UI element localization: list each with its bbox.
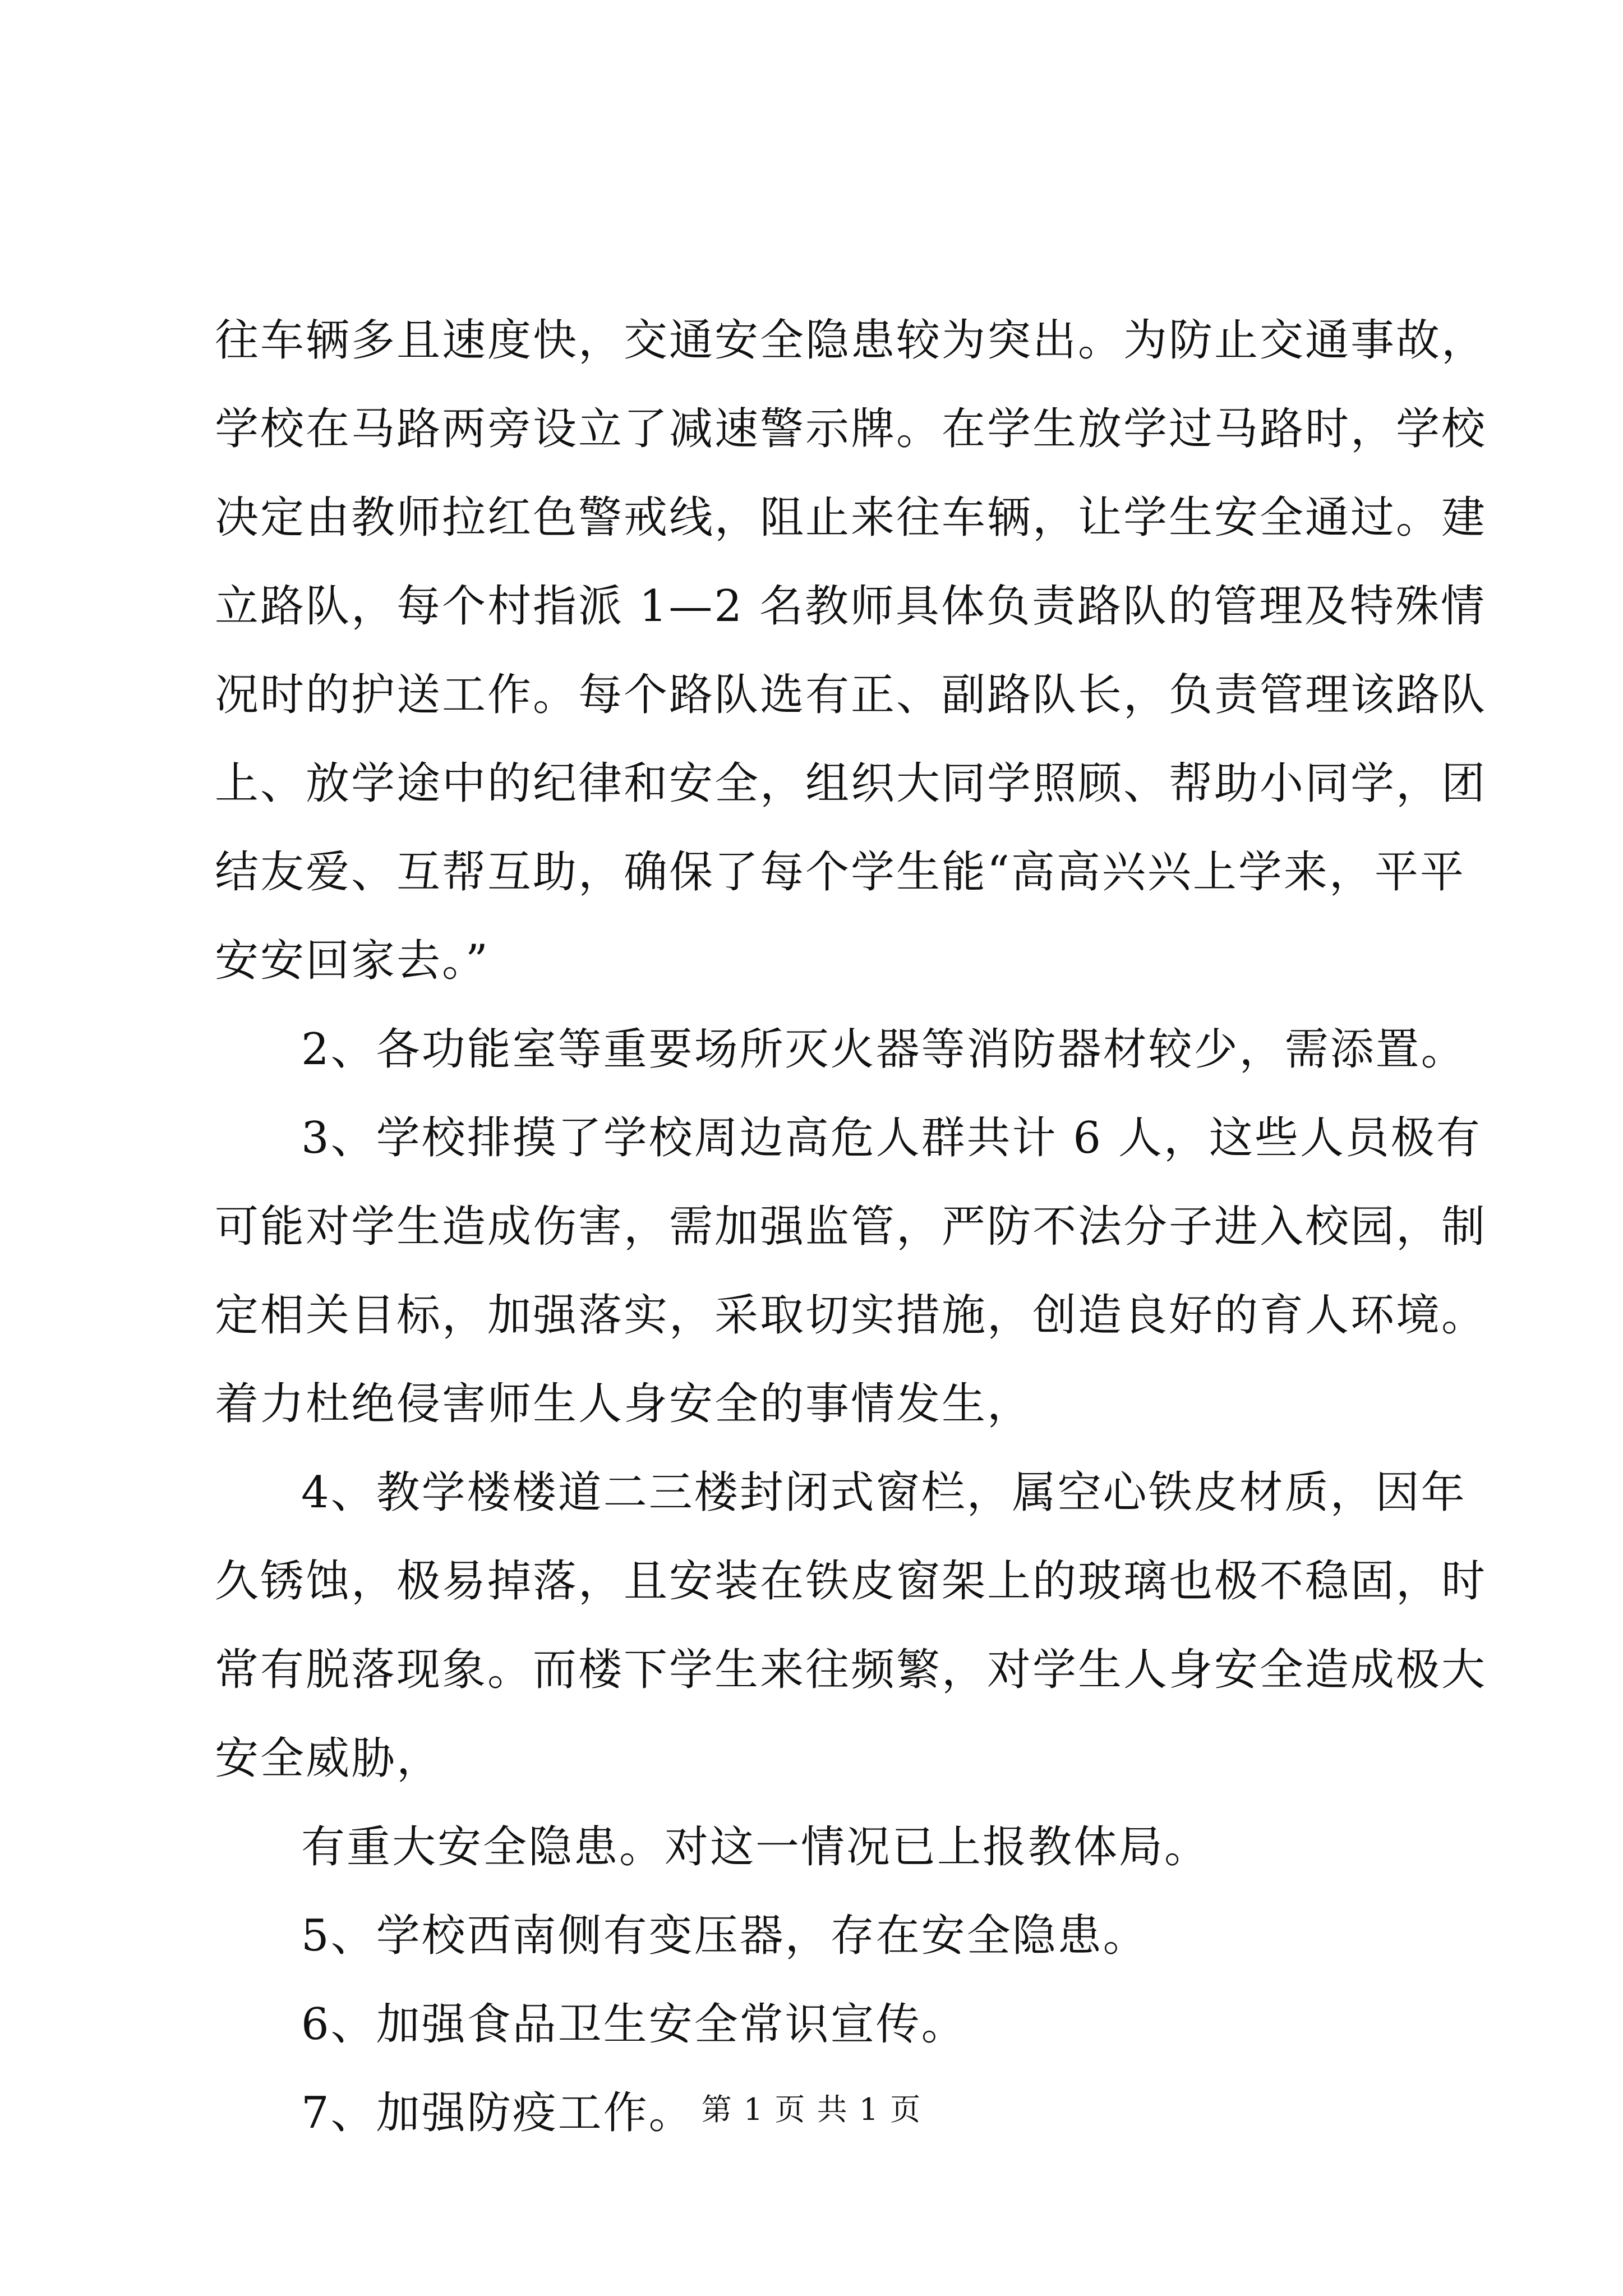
page-number-footer: 第 1 页 共 1 页	[701, 2092, 922, 2127]
list-item-3: 3、学校排摸了学校周边高危人群共计 6 人，这些人员极有	[301, 1113, 1482, 1163]
text-line: 久锈蚀，极易掉落，且安装在铁皮窗架上的玻璃也极不稳固，时	[215, 1556, 1487, 1607]
text-line: 立路队，每个村指派 1—2 名教师具体负责路队的管理及特殊情	[215, 581, 1486, 632]
list-item-6: 6、加强食品卫生安全常识宣传。	[301, 1999, 967, 2050]
text-line: 着力杜绝侵害师生人身安全的事情发生，	[215, 1379, 1033, 1429]
text-line: 上、放学途中的纪律和安全，组织大同学照顾、帮助小同学，团	[215, 758, 1487, 809]
list-item-2: 2、各功能室等重要场所灭火器等消防器材较少，需添置。	[301, 1024, 1467, 1075]
text-line: 况时的护送工作。每个路队选有正、副路队长，负责管理该路队	[215, 670, 1487, 720]
text-line: 安全威胁，	[215, 1733, 442, 1784]
text-line: 往车辆多且速度快，交通安全隐患较为突出。为防止交通事故，	[215, 315, 1487, 366]
list-item-5: 5、学校西南侧有变压器，存在安全隐患。	[301, 1911, 1149, 1961]
text-line: 学校在马路两旁设立了减速警示牌。在学生放学过马路时，学校	[215, 404, 1487, 454]
text-line: 定相关目标，加强落实，采取切实措施，创造良好的育人环境。	[215, 1290, 1487, 1341]
text-line: 安安回家去。”	[215, 936, 490, 986]
text-line: 可能对学生造成伤害，需加强监管，严防不法分子进入校园，制	[215, 1202, 1487, 1252]
text-line: 决定由教师拉红色警戒线，阻止来往车辆，让学生安全通过。建	[215, 493, 1487, 543]
text-line: 常有脱落现象。而楼下学生来往频繁，对学生人身安全造成极大	[215, 1645, 1487, 1695]
text-line: 有重大安全隐患。对这一情况已上报教体局。	[301, 1822, 1210, 1872]
document-body	[215, 296, 1487, 2157]
list-item-4: 4、教学楼楼道二三楼封闭式窗栏，属空心铁皮材质，因年	[301, 1467, 1467, 1518]
list-item-7: 7、加强防疫工作。	[301, 2088, 694, 2138]
text-line: 结友爱、互帮互助，确保了每个学生能“高高兴兴上学来，平平	[215, 847, 1465, 898]
